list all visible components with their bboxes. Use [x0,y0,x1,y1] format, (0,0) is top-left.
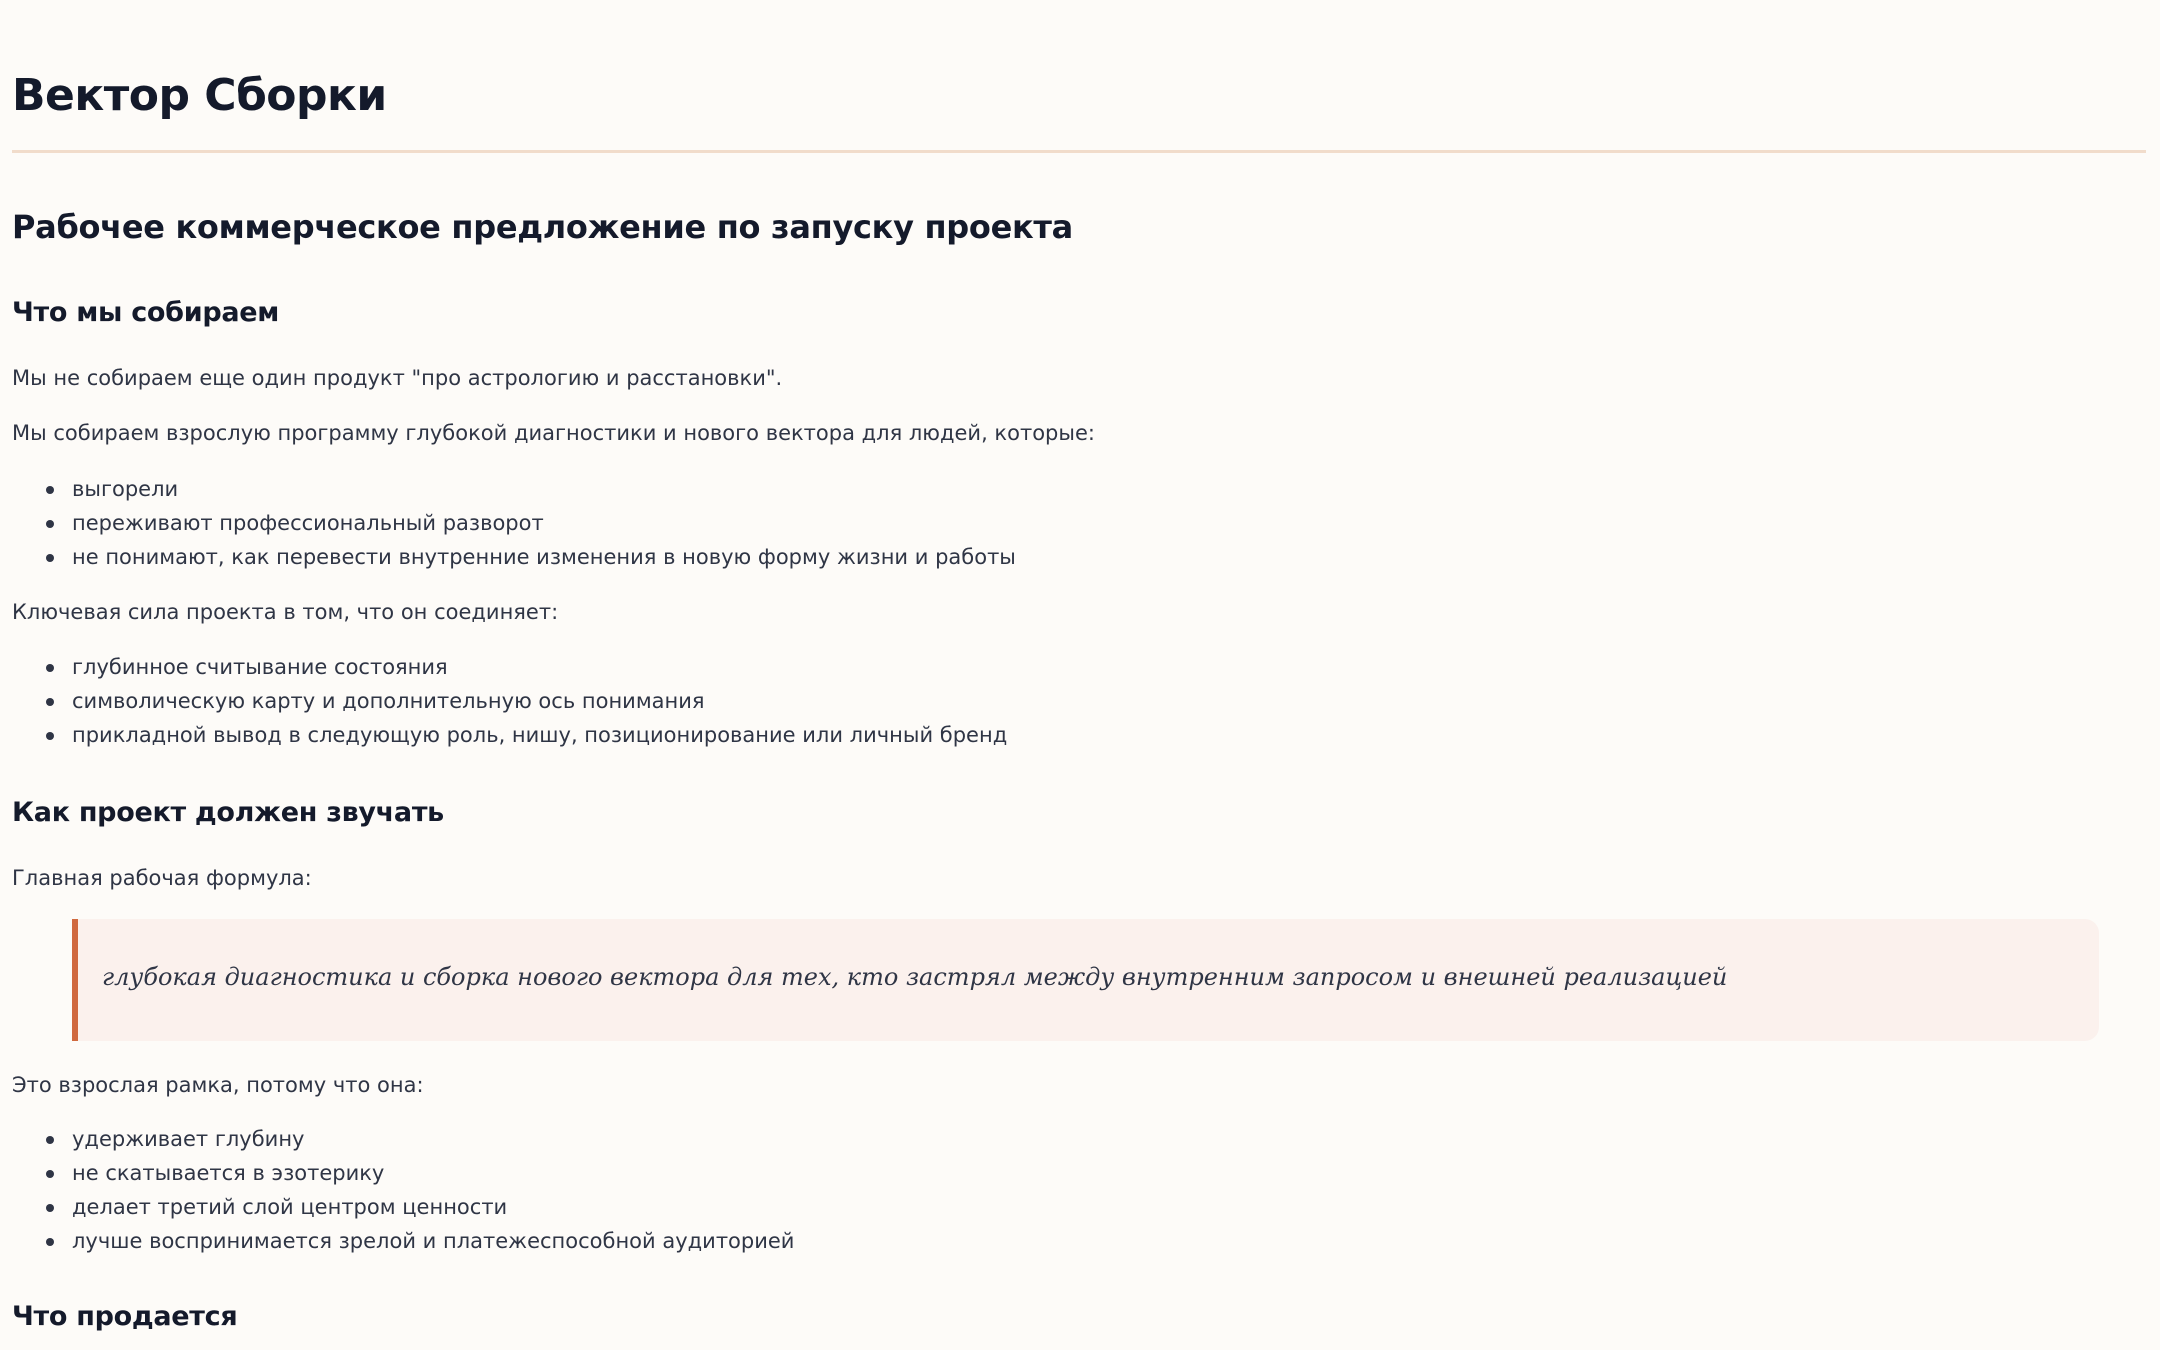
blockquote-text: глубокая диагностика и сборка нового вектора для тех, кто застрял между внутренним запросом и внешней реализацией [102,963,1728,991]
list-item: переживают профессиональный разворот [12,506,1016,540]
page-title: Вектор Сборки [12,70,387,121]
paragraph: Главная рабочая формула: [12,866,312,890]
list-item: символическую карту и дополнительную ось понимания [12,684,1007,718]
list-item: делает третий слой центром ценности [12,1190,794,1224]
list-item: лучше воспринимается зрелой и платежеспособной аудиторией [12,1224,794,1258]
document-subtitle: Рабочее коммерческое предложение по запуску проекта [12,208,1073,246]
list-item: глубинное считывание состояния [12,650,1007,684]
section-heading-what-we-build: Что мы собираем [12,297,280,328]
title-divider [12,150,2146,153]
bullet-list-audience [12,472,1016,574]
blockquote [72,919,2099,1041]
bullet-list-strengths [12,650,1007,752]
bullet-list-frame [12,1122,794,1258]
section-heading-what-is-sold: Что продается [12,1301,238,1332]
section-heading-how-it-sounds: Как проект должен звучать [12,797,444,828]
paragraph: Мы собираем взрослую программу глубокой диагностики и нового вектора для людей, которые: [12,421,1095,445]
paragraph: Это взрослая рамка, потому что она: [12,1073,424,1097]
paragraph: Мы не собираем еще один продукт "про астрологию и расстановки". [12,366,783,390]
list-item: удерживает глубину [12,1122,794,1156]
list-item: прикладной вывод в следующую роль, нишу, позиционирование или личный бренд [12,718,1007,752]
paragraph: Ключевая сила проекта в том, что он соединяет: [12,600,559,624]
list-item: не скатывается в эзотерику [12,1156,794,1190]
list-item: не понимают, как перевести внутренние изменения в новую форму жизни и работы [12,540,1016,574]
list-item: выгорели [12,472,1016,506]
